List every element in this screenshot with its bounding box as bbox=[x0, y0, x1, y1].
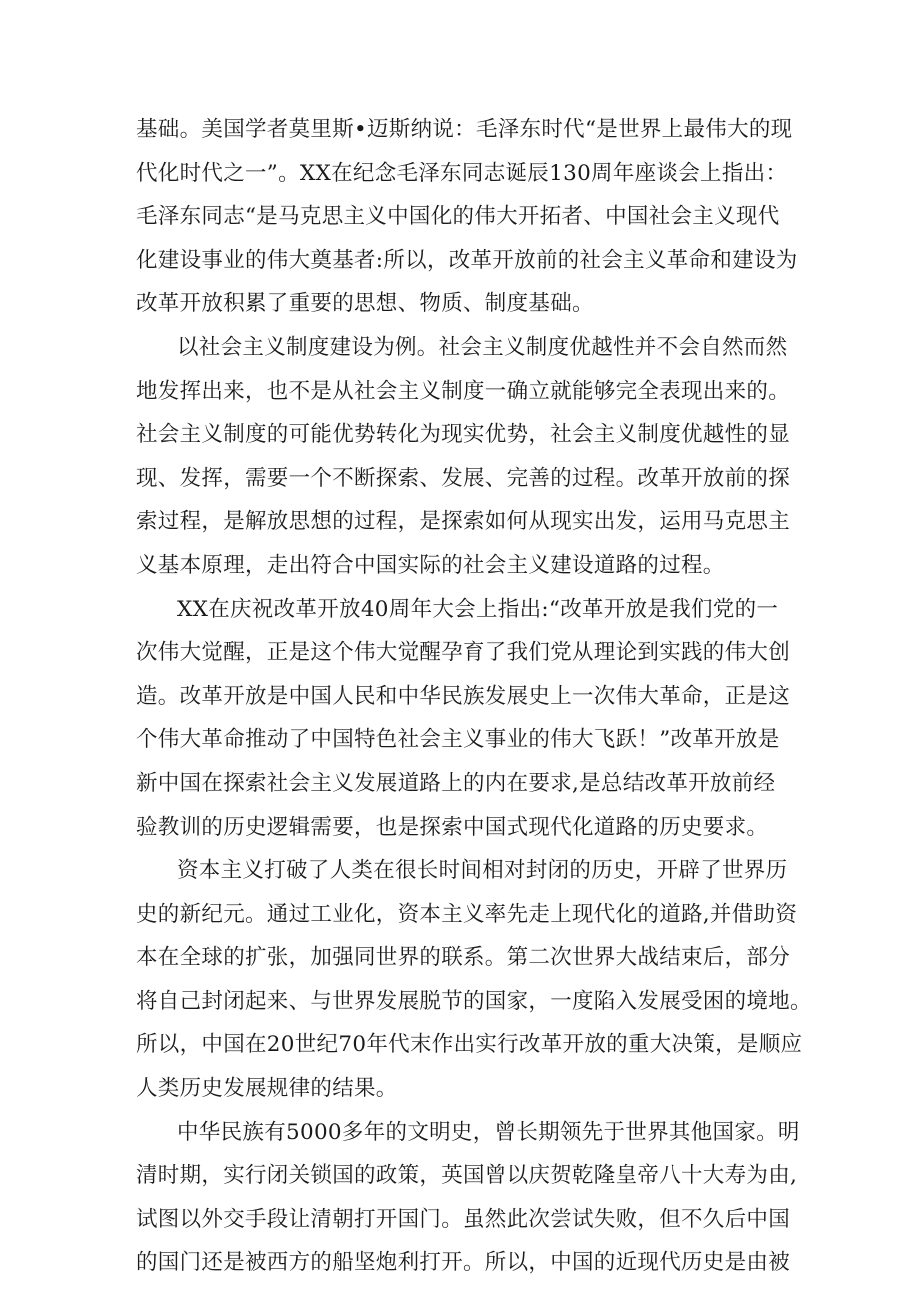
text-line: 史的新纪元。通过工业化，资本主义率先走上现代化的道路,并借助资 bbox=[136, 901, 798, 927]
text-line: 新中国在探索社会主义发展道路上的内在要求,是总结改革开放前经 bbox=[136, 770, 776, 796]
text-line: 次伟大觉醒，正是这个伟大觉醒孕育了我们党从理论到实践的伟大创 bbox=[136, 640, 791, 666]
paragraph-3 bbox=[136, 588, 806, 850]
text-line: 所以，中国在20世纪70年代末作出实行改革开放的重大决策，是顺应 bbox=[136, 1032, 803, 1058]
text-line: 索过程，是解放思想的过程，是探索如何从现实出发，运用马克思主 bbox=[136, 509, 791, 535]
paragraph-1 bbox=[136, 108, 806, 326]
text-line: 清时期，实行闭关锁国的政策，英国曾以庆贺乾隆皇帝八十大寿为由, bbox=[136, 1163, 798, 1189]
text-line: 个伟大革命推动了中国特色社会主义事业的伟大飞跃！”改革开放是 bbox=[136, 727, 780, 753]
text-line: 毛泽东同志“是马克思主义中国化的伟大开拓者、中国社会主义现代 bbox=[136, 204, 780, 230]
text-line: 人类历史发展规律的结果。 bbox=[136, 1076, 398, 1102]
text-line: 改革开放积累了重要的思想、物质、制度基础。 bbox=[136, 291, 594, 317]
text-line: 基础。美国学者莫里斯•迈斯纳说：毛泽东时代“是世界上最伟大的现 bbox=[136, 117, 793, 142]
text-line: 中华民族有5000多年的文明史，曾长期领先于世界其他国家。明 bbox=[177, 1119, 800, 1145]
text-line: 试图以外交手段让清朝打开国门。虽然此次尝试失败，但不久后中国 bbox=[136, 1206, 791, 1232]
text-line: 资本主义打破了人类在很长时间相对封闭的历史，开辟了世界历 bbox=[177, 858, 788, 884]
text-line: 代化时代之一”。XX在纪念毛泽东同志诞辰130周年座谈会上指出： bbox=[136, 160, 788, 186]
text-line: XX在庆祝改革开放40周年大会上指出:“改革开放是我们党的一 bbox=[177, 596, 779, 622]
text-line: 地发挥出来，也不是从社会主义制度一确立就能够完全表现出来的。 bbox=[136, 378, 791, 404]
text-line: 社会主义制度的可能优势转化为现实优势，社会主义制度优越性的显 bbox=[136, 422, 791, 448]
text-line: 化建设事业的伟大奠基者:所以，改革开放前的社会主义革命和建设为 bbox=[136, 247, 798, 273]
text-line: 现、发挥，需要一个不断探索、发展、完善的过程。改革开放前的探 bbox=[136, 465, 791, 491]
text-line: 验教训的历史逻辑需要，也是探索中国式现代化道路的历史要求。 bbox=[136, 814, 769, 840]
text-line: 的国门还是被西方的船坚炮利打开。所以，中国的近现代历史是由被 bbox=[136, 1250, 791, 1276]
paragraph-5 bbox=[136, 1111, 806, 1285]
paragraph-2 bbox=[136, 326, 806, 588]
text-line: 本在全球的扩张，加强同世界的联系。第二次世界大战结束后，部分 bbox=[136, 945, 791, 971]
text-line: 将自己封闭起来、与世界发展脱节的国家，一度陷入发展受困的境地。 bbox=[136, 988, 812, 1014]
text-line: 以社会主义制度建设为例。社会主义制度优越性并不会自然而然 bbox=[177, 334, 788, 360]
text-line: 义基本原理，走出符合中国实际的社会主义建设道路的过程。 bbox=[136, 552, 725, 578]
document-body bbox=[136, 108, 812, 1285]
paragraph-4 bbox=[136, 849, 812, 1111]
text-line: 造。改革开放是中国人民和中华民族发展史上一次伟大革命，正是这 bbox=[136, 683, 791, 709]
